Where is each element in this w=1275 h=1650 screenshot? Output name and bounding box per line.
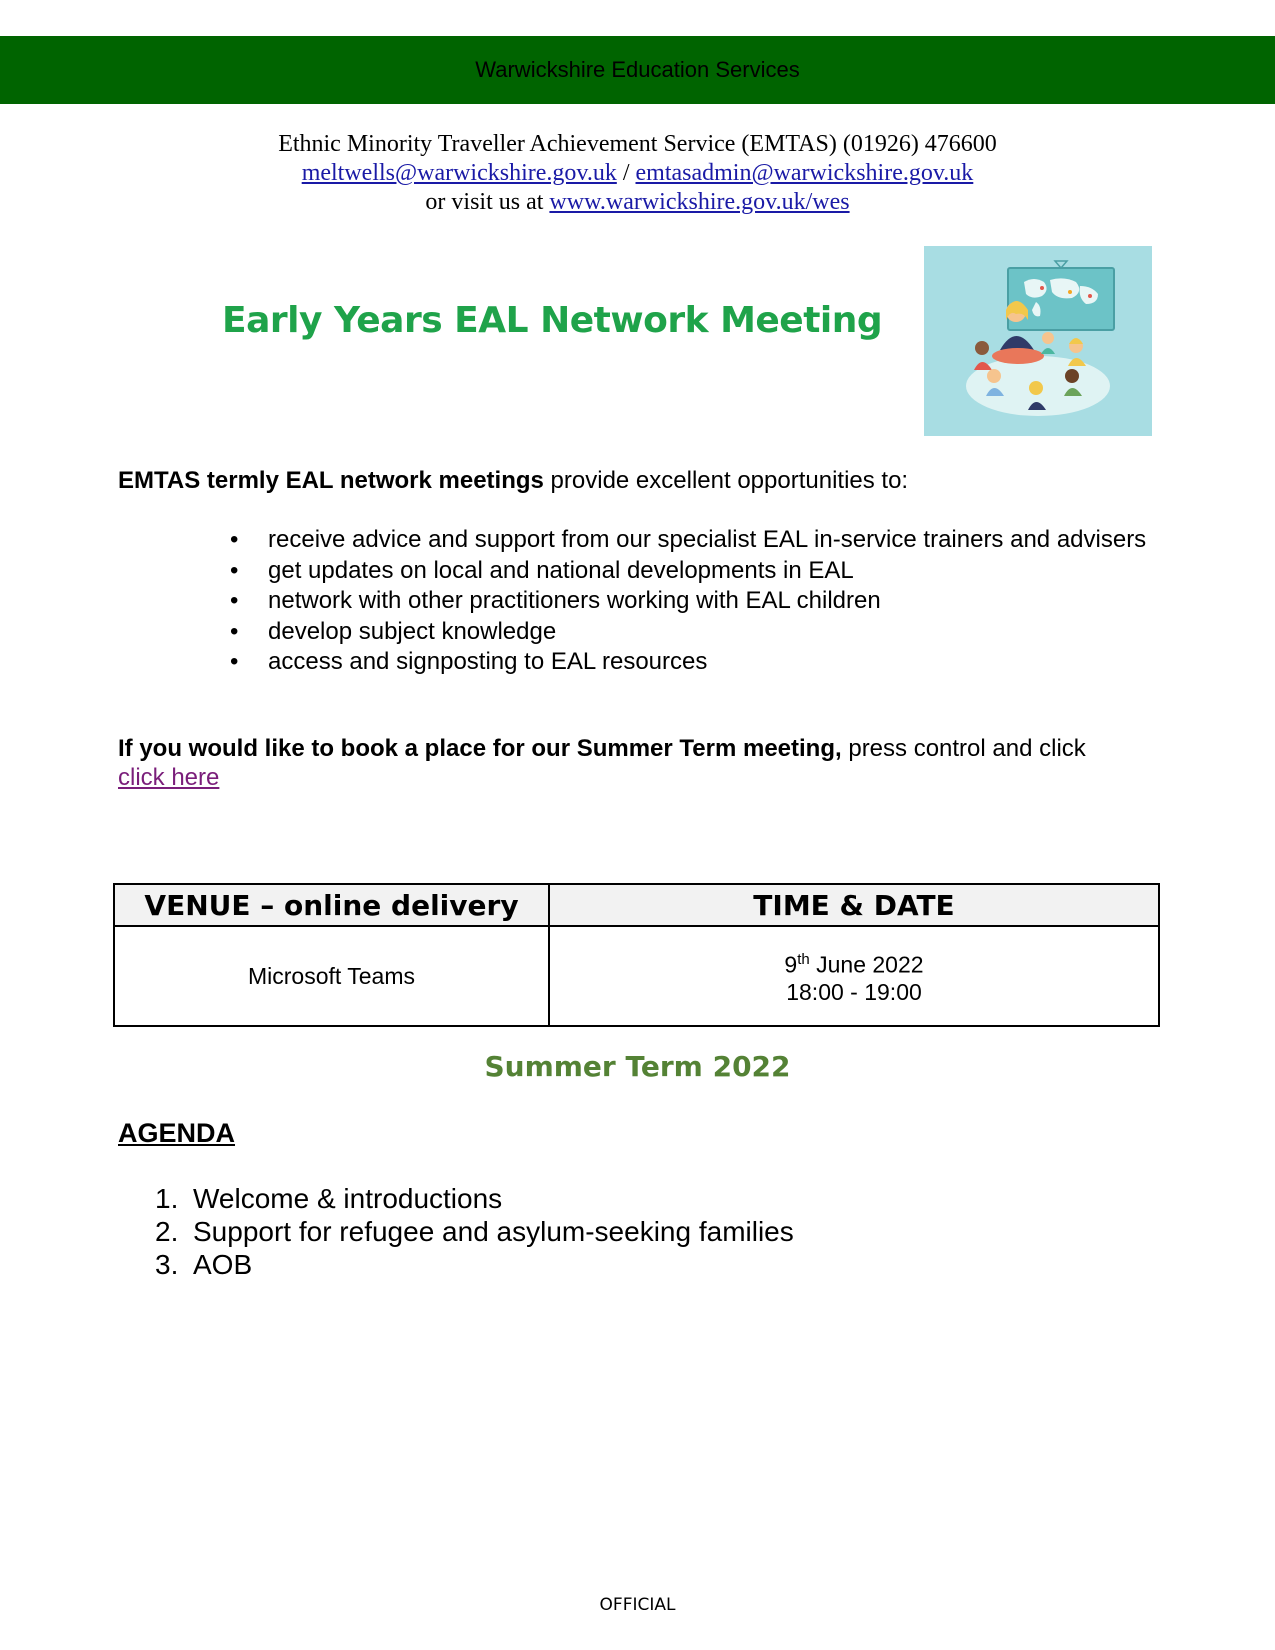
agenda-item <box>155 1215 794 1248</box>
agenda-heading: AGENDA <box>118 1118 236 1148</box>
agenda-number: 1. <box>155 1183 179 1214</box>
website-link[interactable]: www.warwickshire.gov.uk/wes <box>549 189 850 215</box>
time-date-header: TIME & DATE <box>549 884 1159 926</box>
venue-cell: Microsoft Teams <box>114 926 549 1026</box>
date-suffix: th <box>797 950 810 968</box>
agenda-number: 2. <box>155 1216 179 1247</box>
agenda-text: Support for refugee and asylum-seeking families <box>193 1216 794 1247</box>
booking-rest: press control and click <box>841 735 1086 762</box>
intro-rest: provide excellent opportunities to: <box>543 467 909 494</box>
footer-classification: OFFICIAL <box>599 1595 676 1615</box>
list-item: • develop subject knowledge <box>228 617 1146 648</box>
list-item: • access and signposting to EAL resources <box>228 647 1146 678</box>
time-date-cell <box>549 926 1159 1026</box>
agenda-item <box>155 1248 794 1281</box>
time-line: 18:00 - 19:00 <box>786 979 922 1006</box>
contact-block <box>0 130 1275 217</box>
intro-bold: EMTAS termly EAL network meetings <box>118 467 544 494</box>
agenda-list <box>155 1182 794 1281</box>
list-item: • network with other practitioners working with EAL children <box>228 586 1146 617</box>
email-separator: / <box>616 160 636 186</box>
term-heading: Summer Term 2022 <box>484 1050 791 1083</box>
visit-line <box>0 188 1275 217</box>
visit-prefix: or visit us at <box>425 189 550 215</box>
booking-paragraph <box>118 734 1168 792</box>
venue-header: VENUE – online delivery <box>114 884 549 926</box>
benefits-list <box>228 525 1146 678</box>
date-line <box>550 946 1158 979</box>
service-line: Ethnic Minority Traveller Achievement Service (EMTAS) (01926) 476600 <box>278 131 997 157</box>
email-link-emtasadmin[interactable]: emtasadmin@warwickshire.gov.uk <box>635 160 974 186</box>
date-rest: June 2022 <box>809 951 924 978</box>
booking-bold: If you would like to book a place for our Summer Term meeting, <box>118 735 842 762</box>
classroom-illustration-svg <box>924 246 1152 436</box>
banner-title: Warwickshire Education Services <box>475 57 800 82</box>
table-header-row <box>114 884 1159 926</box>
date-day: 9 <box>784 951 798 978</box>
intro-paragraph <box>118 467 908 495</box>
agenda-number: 3. <box>155 1249 179 1280</box>
page-title: Early Years EAL Network Meeting <box>222 300 883 341</box>
email-link-meltwells[interactable]: meltwells@warwickshire.gov.uk <box>301 160 617 186</box>
agenda-text: Welcome & introductions <box>193 1183 503 1214</box>
table-row <box>114 926 1159 1026</box>
email-line <box>0 159 1275 188</box>
booking-link[interactable]: click here <box>118 764 220 791</box>
classroom-illustration <box>924 246 1152 436</box>
venue-table <box>113 883 1160 1027</box>
list-item: • get updates on local and national developments in EAL <box>228 556 1146 587</box>
agenda-item <box>155 1182 794 1215</box>
agenda-text: AOB <box>193 1249 253 1280</box>
list-item: • receive advice and support from our specialist EAL in-service trainers and advisers <box>228 525 1146 556</box>
header-banner <box>0 36 1275 104</box>
